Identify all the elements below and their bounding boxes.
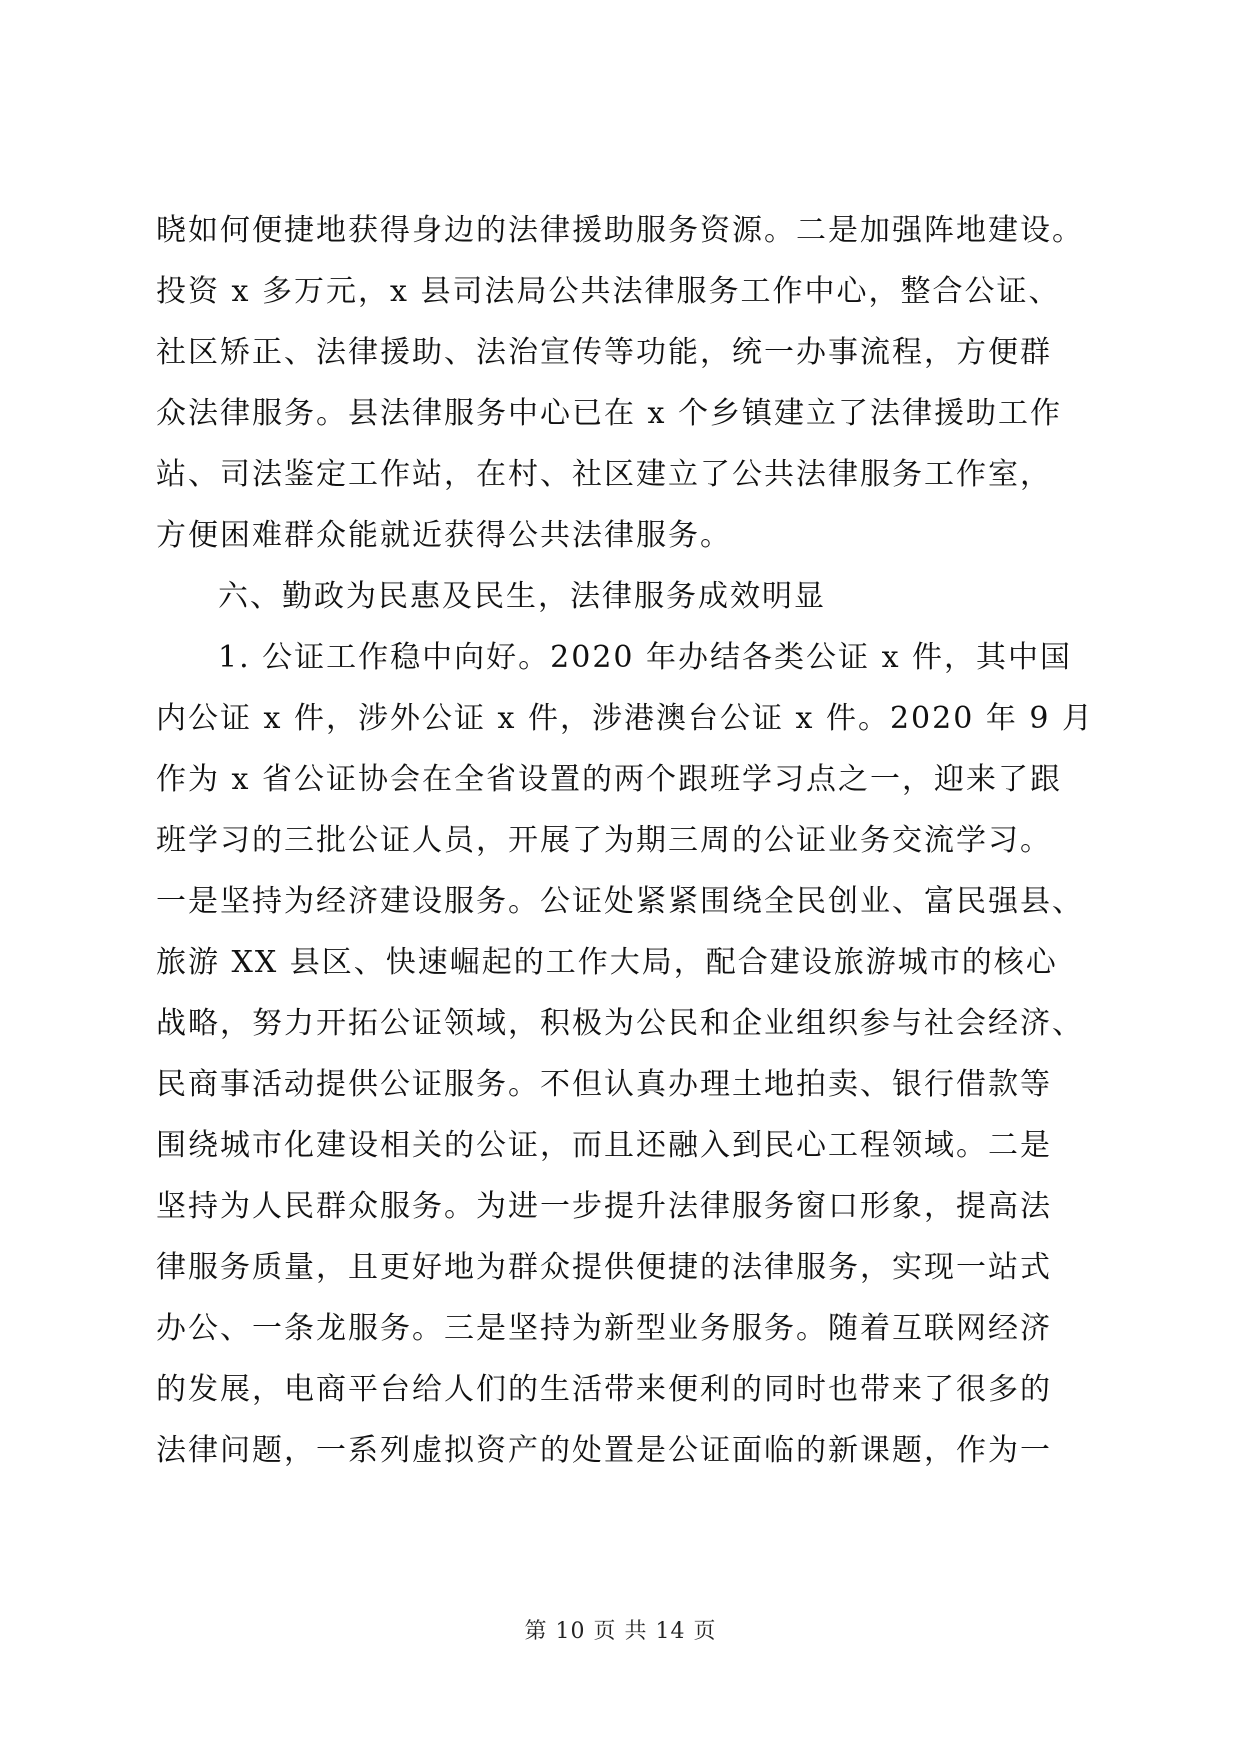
text-line: 内公证 x 件，涉外公证 x 件，涉港澳台公证 x 件。2020 年 9 月 xyxy=(156,701,1095,736)
text-line: 站、司法鉴定工作站，在村、社区建立了公共法律服务工作室， xyxy=(156,457,1052,492)
page-number-footer: 第 10 页 共 14 页 xyxy=(524,1619,717,1644)
text-line: 旅游 XX 县区、快速崛起的工作大局，配合建设旅游城市的核心 xyxy=(156,945,1058,980)
text-line: 的发展，电商平台给人们的生活带来便利的同时也带来了很多的 xyxy=(156,1372,1052,1407)
text-line: 方便困难群众能就近获得公共法律服务。 xyxy=(156,518,732,553)
text-line: 晓如何便捷地获得身边的法律援助服务资源。二是加强阵地建设。 xyxy=(156,213,1084,248)
text-line: 律服务质量，且更好地为群众提供便捷的法律服务，实现一站式 xyxy=(156,1250,1052,1285)
text-line: 一是坚持为经济建设服务。公证处紧紧围绕全民创业、富民强县、 xyxy=(156,884,1084,919)
text-line: 坚持为人民群众服务。为进一步提升法律服务窗口形象，提高法 xyxy=(156,1189,1052,1224)
text-line: 法律问题，一系列虚拟资产的处置是公证面临的新课题，作为一 xyxy=(156,1433,1052,1468)
document-body xyxy=(156,200,1096,1481)
text-line: 战略，努力开拓公证领域，积极为公民和企业组织参与社会经济、 xyxy=(156,1006,1084,1041)
section-heading: 六、勤政为民惠及民生，法律服务成效明显 xyxy=(218,579,826,614)
paragraph-start-line: 1. 公证工作稳中向好。2020 年办结各类公证 x 件，其中国 xyxy=(218,640,1073,675)
text-line: 作为 x 省公证协会在全省设置的两个跟班学习点之一，迎来了跟 xyxy=(156,762,1062,797)
text-line: 办公、一条龙服务。三是坚持为新型业务服务。随着互联网经济 xyxy=(156,1311,1052,1346)
text-line: 民商事活动提供公证服务。不但认真办理土地拍卖、银行借款等 xyxy=(156,1067,1052,1102)
text-line: 社区矫正、法律援助、法治宣传等功能，统一办事流程，方便群 xyxy=(156,335,1052,370)
text-line: 班学习的三批公证人员，开展了为期三周的公证业务交流学习。 xyxy=(156,823,1052,858)
text-line: 众法律服务。县法律服务中心已在 x 个乡镇建立了法律援助工作 xyxy=(156,396,1062,431)
text-line: 投资 x 多万元，x 县司法局公共法律服务工作中心，整合公证、 xyxy=(156,274,1061,309)
text-line: 围绕城市化建设相关的公证，而且还融入到民心工程领域。二是 xyxy=(156,1128,1052,1163)
